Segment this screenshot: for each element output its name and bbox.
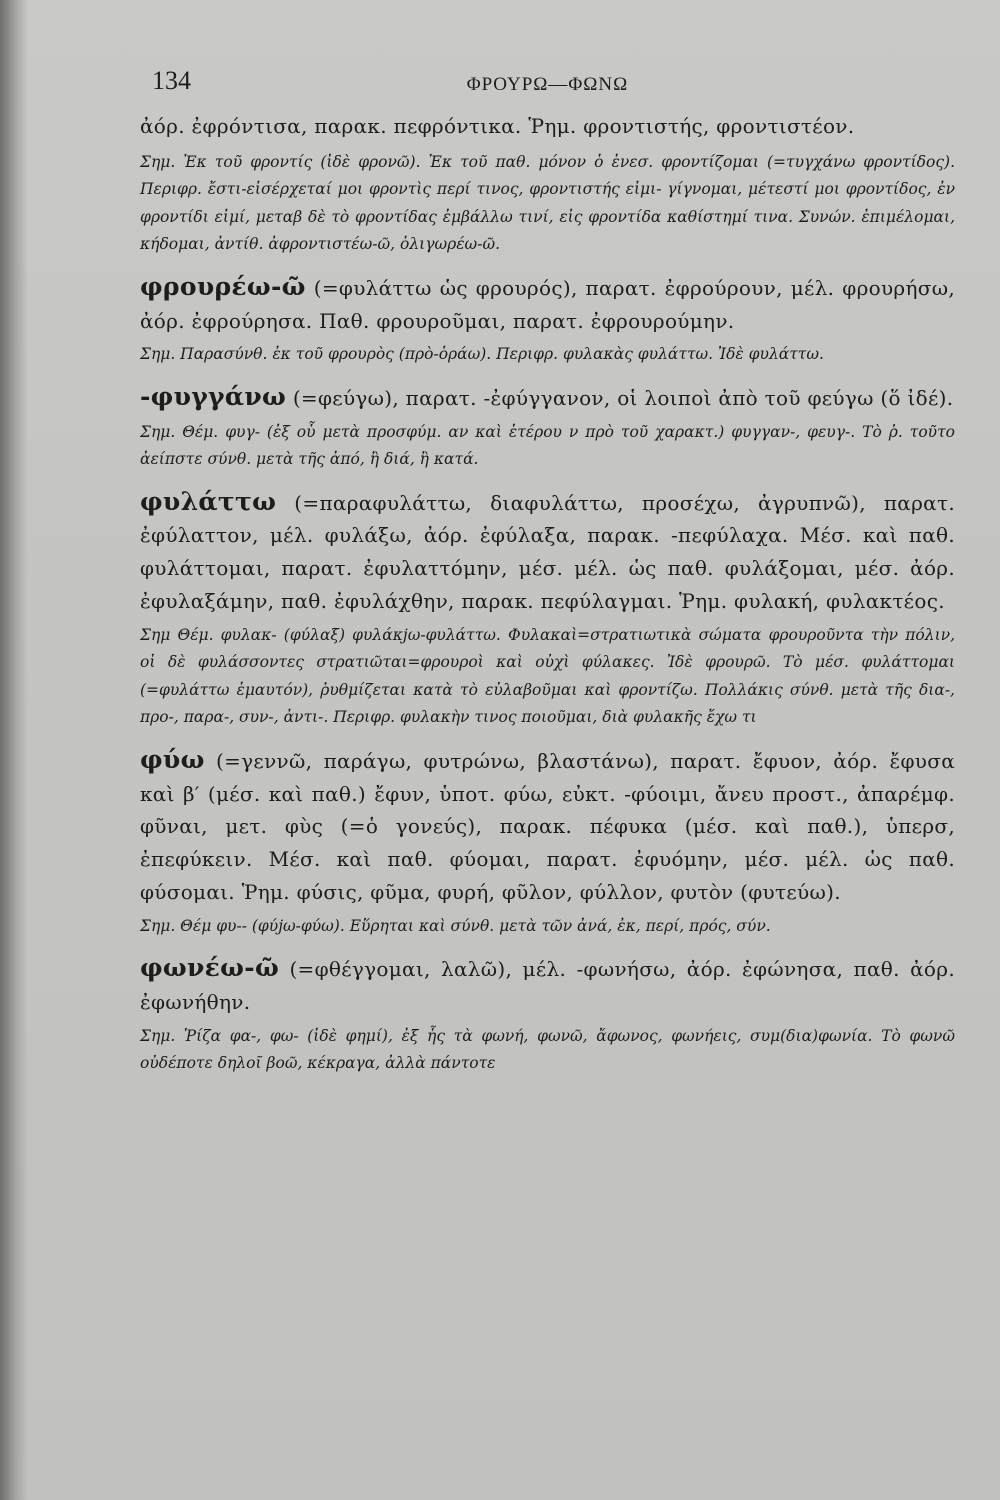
entry-phyggano <box>140 381 955 415</box>
entry-phyo <box>140 744 955 909</box>
entry-phylatto <box>140 486 955 618</box>
entry-note: Σημ. Παρασύνθ. ἐκ τοῦ φρουρὸς (πρὸ-ὁράω). Περιφρ. φυλακὰς φυλάττω. Ἰδὲ φυλάττω. <box>140 345 824 364</box>
page-number: 134 <box>152 66 191 95</box>
entry-lemma: φωνέω-ῶ <box>140 953 280 983</box>
entry-body: (=γεννῶ, παράγω, φυτρώνω, βλαστάνω), παρατ. ἔφυον, ἀόρ. ἔφυσα καὶ β′ (μέσ. καὶ παθ.) ἔφυν, ὑποτ. φύω, εὐκτ. -φύοιμι, ἄνευ προστ., ἀπαρέμφ. φῦναι, μετ. φὺς (=ὁ γονεύς), παρακ. πέφυκα (μέσ. καὶ παθ.), ὑπερσ, ἐπεφύκειν. Μέσ. καὶ παθ. φύομαι, παρατ. ἐφυόμην, μέσ. μέλ. ὡς παθ. φύσομαι. Ῥημ. φύσις, φῦμα, φυρή, φῦλον, φύλλον, φυτὸν (φυτεύω). <box>140 748 955 905</box>
entry-note: Σημ. Ῥίζα φα-, φω- (ἰδὲ φημί), ἐξ ἧς τὰ φωνή, φωνῶ, ἄφωνος, φωνήεις, συμ(δια)φωνία. Τὸ φωνῶ οὐδέποτε δηλοῖ βοῶ, κέκραγα, ἀλλὰ πάντοτε <box>140 1026 955 1073</box>
page-content <box>140 60 955 1480</box>
entry-note: Σημ. Θέμ φυ-- (φύjω-φύω). Εὕρηται καὶ σύνθ. μετὰ τῶν ἀνά, ἐκ, περί, πρός, σύν. <box>140 916 771 935</box>
entry-note: Σημ. Θέμ. φυγ- (ἐξ οὗ μετὰ προσφύμ. αν καὶ ἑτέρου ν πρὸ τοῦ χαρακτ.) φυγγαν-, φευγ-. Τὸ ῥ. τοῦτο ἀείπστε σύνθ. μετὰ τῆς ἀπό, ἢ διά, ἢ κατά. <box>140 422 955 469</box>
entry-phroureo <box>140 271 955 338</box>
entry-lemma: φρουρέω-ῶ <box>140 271 306 301</box>
binding-shadow <box>0 0 28 1500</box>
entry-body: (=φθέγγομαι, λαλῶ), μέλ. -φωνήσω, ἀόρ. ἐφώνησα, παθ. ἀόρ. ἐφωνήθην. <box>140 957 955 1015</box>
entry-lemma: φύω <box>140 744 205 774</box>
entry-lemma: φυλάττω <box>140 486 277 516</box>
running-title: ΦΡΟΥΡΩ—ΦΩΝΩ <box>466 74 629 95</box>
page-header <box>140 60 955 108</box>
entry-note: Σημ Θέμ. φυλακ- (φύλαξ) φυλάκjω-φυλάττω. Φυλακαὶ=στρατιωτικὰ σώματα φρουροῦντα τὴν πόλιν, οἱ δὲ φυλάσσοντες στρατιῶται=φρουροὶ καὶ οὐχὶ φύλακες. Ἰδὲ φρουρῶ. Τὸ μέσ. φυλάττομαι (=φυλάττω ἐμαυτόν), ῥυθμίζεται κατὰ τὸ εὐλαβοῦμαι καὶ φροντίζω. Πολλάκις σύνθ. μετὰ τῆς δια-, προ-, παρα-, συν-, ἀντι-. Περιφρ. φυλακὴν τινος ποιοῦμαι, διὰ φυλακῆς ἔχω τι <box>140 625 955 727</box>
entry-lemma: -φυγγάνω <box>140 381 287 411</box>
entry-phoneo <box>140 952 955 1019</box>
entry-body: (=φεύγω), παρατ. -ἐφύγγανον, οἱ λοιποὶ ἀπὸ τοῦ φεύγω (ὅ ἰδέ). <box>292 385 954 410</box>
entry-continuation <box>140 110 955 143</box>
entry-body: (=φυλάττω ὡς φρουρός), παρατ. ἐφρούρουν, μέλ. φρουρήσω, ἀόρ. ἐφρούρησα. Παθ. φρουροῦμαι, παρατ. ἐφρουρούμην. <box>140 275 955 333</box>
entry-body: (=παραφυλάττω, διαφυλάττω, προσέχω, ἀγρυπνῶ), παρατ. ἐφύλαττον, μέλ. φυλάξω, ἀόρ. ἐφύλαξα, παρακ. -πεφύλαχα. Μέσ. καὶ παθ. φυλάττομαι, παρατ. ἐφυλαττόμην, μέσ. μέλ. ὡς παθ. φυλάξομαι, μέσ. ἀόρ. ἐφυλαξάμην, παθ. ἐφυλάχθην, παρακ. πεφύλαγμαι. Ῥημ. φυλακή, φυλακτέος. <box>140 490 955 614</box>
entry-body: ἀόρ. ἐφρόντισα, παρακ. πεφρόντικα. Ῥημ. φροντιστής, φροντιστέον. <box>140 114 855 138</box>
entry-note: Σημ. Ἐκ τοῦ φροντίς (ἰδὲ φρονῶ). Ἐκ τοῦ παθ. μόνον ὁ ἐνεσ. φροντίζομαι (=τυγχάνω φροντίδος). Περιφρ. ἔστι-εἰσέρχεταί μοι φροντὶς περί τινος, φροντιστής εἰμι- γίγνομαι, μέτεστί μοι φροντίδος, ἐν φροντίδι εἰμί, μεταβ δὲ τὸ φροντίδας ἐμβάλλω τινί, εἰς φροντίδα καθίστημί τινα. Συνών. ἐπιμέλομαι, κήδομαι, ἀντίθ. ἀφροντιστέω-ῶ, ὀλιγωρέω-ῶ. <box>140 152 955 254</box>
